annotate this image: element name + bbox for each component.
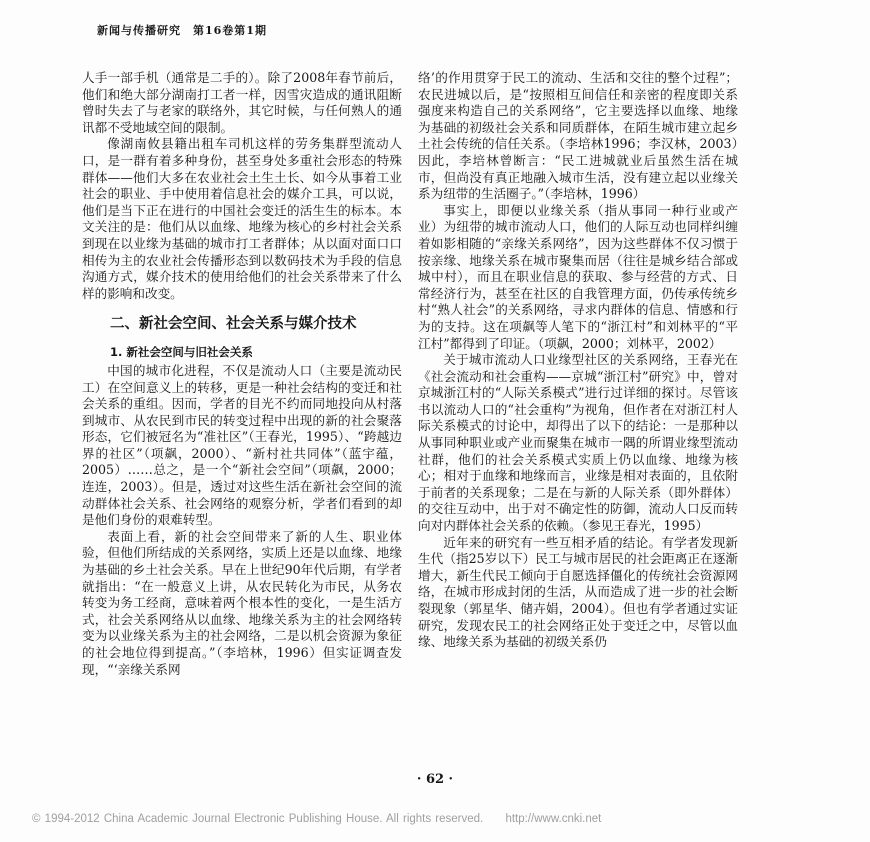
paragraph: 络’的作用贯穿于民工的流动、生活和交往的整个过程”；农民进城以后，是“按照相互间信任和亲密的程度即关系强度来构造自己的关系网络”，它主要选择以血缘、地缘为基础的初级社会关系和同质群体，在陌生城市建立起乡土社会传统的信任关系。（李培林1996；李汉林，2003）因此，李培林曾断言：“民工进城就业后虽然生活在城市，但尚没有真正地融入城市生活，没有建立起以业缘关系为纽带的生活圈子。”（李培林，1996） [418,70,738,202]
page-number: · 62 · [416,772,454,787]
paragraph: 像湖南攸县籍出租车司机这样的劳务集群型流动人口，是一群有着多种身份，甚至身处多重社会形态的特殊群体——他们大多在农业社会土生土长、如今从事着工业社会的职业、手中使用着信息社会的媒介工具，可以说，他们是当下正在进行的中国社会变迁的活生生的标本。本文关注的是：他们从以血缘、地缘为核心的乡村社会关系到现在以业缘为基础的城市打工者群体；从以面对面口口相传为主的农业社会传播形态到以数码技术为手段的信息沟通方式，媒介技术的使用给他们的社会关系带来了什么样的影响和改变。 [82,136,402,301]
copyright-footer [32,813,601,825]
paragraph: 关于城市流动人口业缘型社区的关系网络，王春光在《社会流动和社会重构——京城“浙江村”研究》中，曾对京城浙江村的“人际关系模式”进行过详细的探讨。尽管该书以流动人口的“社会重构”为视角，但作者在对浙江村人际关系模式的讨论中，却得出了以下的结论：一是那种以从事同种职业或产业而聚集在城市一隅的所谓业缘型流动社群，他们的社会关系模式实质上仍以血缘、地缘为核心；相对于血缘和地缘而言，业缘是相对表面的，且依附于前者的关系现象；二是在与新的人际关系（即外群体）的交往互动中，出于对不确定性的防御，流动人口反而转向对内群体社会关系的依赖。（参见王春光，1995） [418,352,738,534]
paragraph: 事实上，即便以业缘关系（指从事同一种行业或产业）为纽带的城市流动人口，他们的人际互动也同样纠缠着如影相随的“亲缘关系网络”，因为这些群体不仅习惯于按亲缘、地缘关系在城市聚集而居（往往是城乡结合部或城中村），而且在职业信息的获取、参与经营的方式、日常经济行为，甚至在社区的自我管理方面，仍传承传统乡村“熟人社会”的关系网络，寻求内群体的信息、情感和行为的支持。这在项飙等人笔下的“浙江村”和刘林平的“平江村”都得到了印证。（项飙，2000；刘林平，2002） [418,202,738,351]
copyright-text: © 1994-2012 China Academic Journal Electronic Publishing House. All rights reserved. [32,813,484,825]
section-heading: 二、新社会空间、社会关系与媒介技术 [110,316,357,333]
paragraph: 表面上看，新的社会空间带来了新的人生、职业体验，但他们所结成的关系网络，实质上还是以血缘、地缘为基础的乡土社会关系。早在上世纪90年代后期，有学者就指出：“在一般意义上讲，从农民转化为市民，从务农转变为务工经商，意味着两个根本性的变化，一是生活方式，社会关系网络从以血缘、地缘关系为主的社会网络转变为以业缘关系为主的社会网络，二是以机会资源为象征的社会地位得到提高。”（李培林，1996）但实证调查发现，“‘亲缘关系网 [82,528,402,677]
left-column [82,70,402,678]
paragraph: 近年来的研究有一些互相矛盾的结论。有学者发现新生代（指25岁以下）民工与城市居民的社会距离正在逐渐增大，新生代民工倾向于自愿选择僵化的传统社会资源网络，在城市形成封闭的生活，从而造成了进一步的社会断裂现象（郭星华、储卉娟，2004）。但也有学者通过实证研究，发现农民工的社会网络正处于变迁之中，尽管以血缘、地缘关系为基础的初级关系仍 [418,534,738,650]
subsection-heading: 1. 新社会空间与旧社会关系 [110,345,253,360]
paragraph: 中国的城市化进程，不仅是流动人口（主要是流动民工）在空间意义上的转移，更是一种社会结构的变迁和社会关系的重组。因而，学者的目光不约而同地投向从村落到城市、从农民到市民的转变过程中出现的新的社会聚落形态，它们被冠名为“准社区”（王春光，1995）、“跨越边界的社区”（项飙，2000）、“新村社共同体”（蓝宇蕴，2005）……总之，是一个“新社会空间”（项飙，2000；连连，2003）。但是，透过对这些生活在新社会空间的流动群体社会关系、社会网络的观察分析，学者们看到的却是他们身份的艰难转型。 [82,362,402,528]
footer-url[interactable]: http://www.cnki.net [505,813,602,825]
paragraph: 人手一部手机（通常是二手的）。除了2008年春节前后，他们和绝大部分湖南打工者一样，因雪灾造成的通讯阻断曾时失去了与老家的联络外，其它时候，与任何熟人的通讯都不受地域空间的限制。 [82,70,402,135]
running-header: 新闻与传播研究 第16卷第1期 [97,24,267,37]
right-column [418,70,738,651]
